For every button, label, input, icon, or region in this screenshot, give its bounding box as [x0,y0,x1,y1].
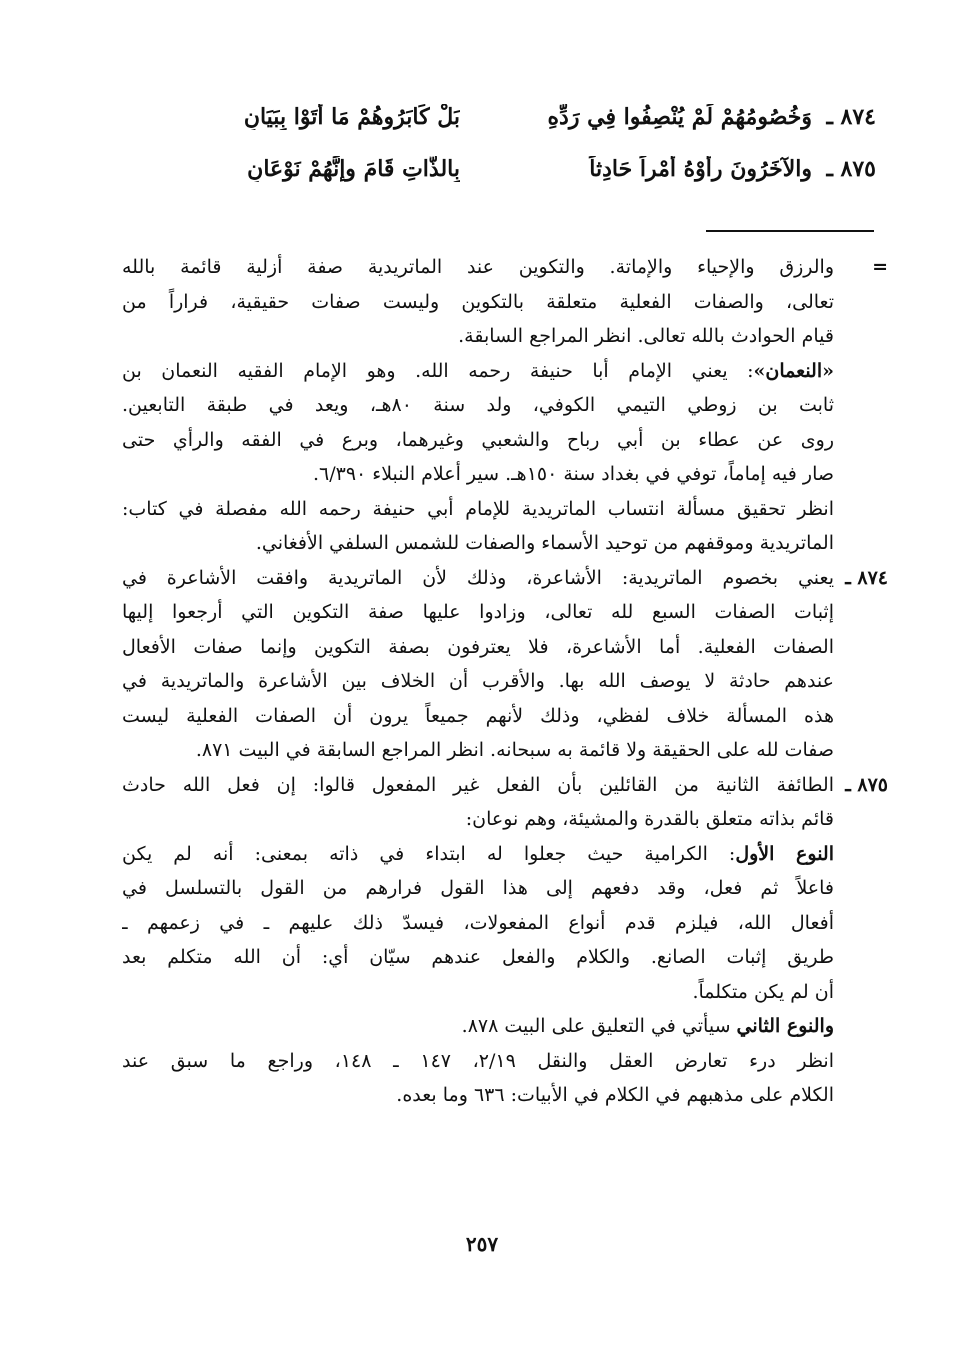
note-line: روى عن عطاء بن أبي رباح والشعبي وغيرهما، وبرع في الفقه والرأي حتى [122,428,834,451]
type1-first-line: : الكرامية حيث جعلوا له ابتداء في ذاته بمعنى: أنه لم يكن [122,842,736,865]
poem-verses [80,104,876,208]
type1-label: النوع الأول [735,842,834,865]
note-line: هذه المسألة خلاف لفظي، وذلك لأنهم جميعاً يرون أن الصفات الفعلية ليست [122,704,834,727]
footnote-number: ٨٧٥ ـ [845,773,888,796]
note-line: انظر درء تعارض العقل والنقل ٢/١٩، ١٤٧ ـ ١٤٨، وراجع ما سبق عند [122,1049,834,1072]
note-line: تعالى، والصفات الفعلية متعلقة بالتكوين وليست صفات حقيقية، فراراً من [122,290,834,313]
type2-text: سيأتي في التعليق على البيت ٨٧٨. [461,1015,737,1037]
verse-first-half: وَخُصُومُهُمْ لَمْ يُنْصِفُوا فِي رَدِّهِ [547,104,812,130]
note-line [122,1009,834,1044]
verse-number: ٨٧٥ ـ [826,156,876,182]
note-line: والرزق والإحياء والإماتة. والتكوين عند الماتريدية صفة أزلية قائمة بالله [122,256,834,278]
note-line: فاعلاً ثم فعل، وقد دفعهم إلى هذا القول فرارهم من القول بالتسلسل في [122,877,834,899]
note-line: أفعال الله، فيلزم قدم أنواع المفعولات، فيسدّ ذلك عليهم ـ في زعمهم ـ [122,911,834,934]
note-line: طريق إثبات الصانع. والكلام والفعل عندهم سيّان أي: أن الله متكلم بعد [122,946,834,968]
verse-second-half: بِالذَّاتِ قَامَ وإِنَّهُمْ نَوْعَانِ [247,156,460,182]
note-line: يعني بخصوم الماتريدية: الأشاعرة، وذلك لأن الماتريدية وافقت الأشاعرة في [122,566,834,589]
footnote-875 [92,768,888,1113]
note-line: الصفات الفعلية. أما الأشاعرة، فلا يعترفون بصفة التكوين وإنما صفات الأفعال [122,635,834,658]
note-line: الماتريدية وموقفهم من توحيد الأسماء والصفات للشمس السلفي الأفغاني. [255,532,834,554]
type2-label: والنوع الثاني [736,1015,834,1037]
verse-874 [80,104,876,156]
note-line: الطائفة الثانية من القائلين بأن الفعل غير المفعول قالوا: إن فعل الله حادث [122,773,834,796]
verse-number: ٨٧٤ ـ [826,104,876,130]
note-line: إثبات الصفات السبع لله تعالى، وزادوا عليها صفة التكوين التي أرجعوا إليها [122,601,834,623]
footnote-continuation [92,250,888,354]
continuation-marker: = [872,256,888,278]
footnote-number: ٨٧٤ ـ [845,566,888,589]
page-number: ٢٥٧ [465,1232,499,1256]
footnotes [92,250,888,1113]
verse-first-half: والآخَرُونَ رأَوْهُ أَمْراً حَادِثاً [589,156,812,182]
note-line: صار فيه إماماً، توفي في بغداد سنة ١٥٠هـ. سير أعلام النبلاء ٦/٣٩٠. [312,463,834,485]
note-line [122,354,834,389]
note-line: أن لم يكن متكلماً. [692,980,834,1003]
note-line: ثابت بن زوطي التيمي الكوفي، ولد سنة ٨٠هـ، ويعد في طبقة التابعين. [122,394,834,416]
note-line: انظر تحقيق مسألة انتساب الماتريدية للإمام أبي حنيفة رحمه الله مفصلة في كتاب: [122,497,834,520]
verse-second-half: بَلْ كَابَرُوهُمْ مَا أَتَوْا بِبَيَانِ [243,104,460,130]
numan-first-line: : يعني الإمام أبا حنيفة رحمه الله. وهو الإمام الفقيه النعمان بن [122,359,754,382]
numan-note [122,354,834,561]
verse-875 [80,156,876,208]
note-line: قيام الحوادث بالله تعالى. انظر المراجع السابقة. [458,325,834,347]
footnote-separator [706,230,874,232]
note-line: الكلام على مذهبهم في الكلام في الأبيات: ٦٣٦ وما بعده. [396,1084,834,1106]
note-line: صفات لله على الحقيقة ولا قائمة به سبحانه. انظر المراجع السابقة في البيت ٨٧١. [195,739,834,761]
footnote-874 [92,561,888,768]
numan-term: «النعمان» [753,359,834,382]
note-line [122,837,834,872]
note-line: عندهم حادثة لا يوصف الله بها. والأقرب أن الخلاف بين الأشاعرة والماتريدية في [122,670,834,692]
note-line: قائم بذاته متعلق بالقدرة والمشيئة، وهم نوعان: [465,808,834,830]
